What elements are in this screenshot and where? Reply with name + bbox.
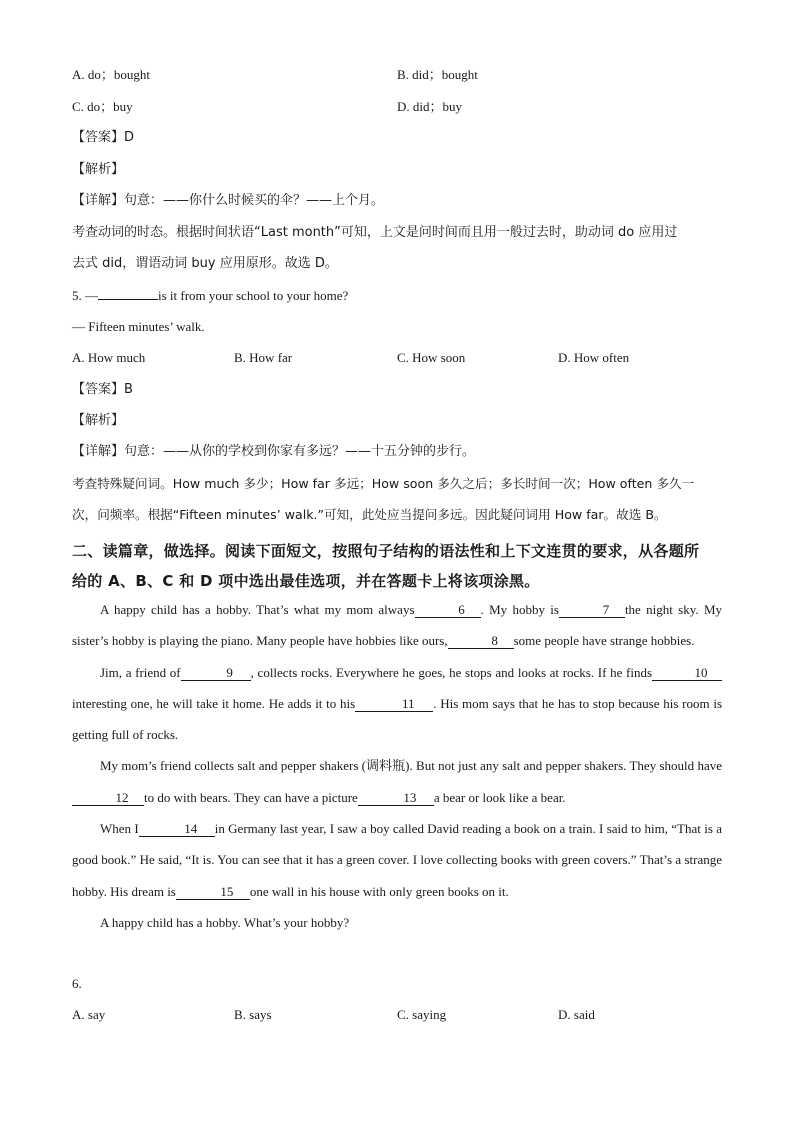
- passage-text: . My hobby is: [480, 602, 559, 617]
- blank-10: 10: [652, 665, 722, 681]
- passage-text: interesting one, he will take it home. He adds it to his: [72, 695, 356, 711]
- q4-answer: 【答案】D: [72, 130, 135, 145]
- blank-15: 15: [176, 884, 250, 900]
- section-heading-line1: 二、读篇章，做选择。阅读下面短文，按照句子结构的语法性和上下文连贯的要求，从各题所: [72, 542, 700, 560]
- q4-detail: 【详解】句意：——你什么时候买的伞？——上个月。: [72, 193, 385, 208]
- passage-text: a bear or look like a bear.: [433, 789, 566, 805]
- passage-text: Jim, a friend of: [100, 664, 181, 680]
- passage-paragraph-1: [72, 594, 722, 657]
- passage-paragraph-2: [72, 657, 722, 751]
- q5-blank: [98, 299, 158, 300]
- passage-paragraph-5: A happy child has a hobby. What’s your hobby?: [100, 914, 350, 930]
- q4-option-d: D. did；buy: [397, 99, 463, 114]
- blank-8: 8: [448, 633, 514, 649]
- passage-text: My mom’s friend collects salt and pepper shakers (调料瓶). But not just any salt and pepper shakers. They should have: [100, 758, 722, 774]
- q5-option-b: B. How far: [234, 350, 293, 365]
- passage-text: one wall in his house with only green books on it.: [249, 883, 509, 899]
- passage-paragraph-3: [72, 750, 722, 813]
- q6-option-a: A. say: [72, 1007, 106, 1022]
- blank-12: 12: [72, 790, 144, 806]
- q4-explain-line1: 考查动词的时态。根据时间状语“Last month”可知，上文是问时间而且用一般过去时，助动词 do 应用过: [72, 225, 678, 240]
- q5-option-a: A. How much: [72, 350, 146, 365]
- q4-option-b: B. did；bought: [397, 67, 478, 82]
- q5-analysis-label: 【解析】: [72, 413, 125, 428]
- passage-text: , collects rocks. Everywhere he goes, he stops and looks at rocks. If he finds: [250, 664, 652, 680]
- q5-explain-line2: 次，问频率。根据“Fifteen minutes’ walk.”可知，此处应当提问多远。因此疑问词用 How far。故选 B。: [72, 507, 667, 522]
- q5-option-d: D. How often: [558, 350, 630, 365]
- q5-answer: 【答案】B: [72, 382, 133, 397]
- q6-option-c: C. saying: [397, 1007, 447, 1022]
- q5-explain-line1: 考查特殊疑问词。How much 多少；How far 多远；How soon 多久之后；多长时间一次；How often 多久一: [72, 476, 695, 491]
- blank-7: 7: [559, 602, 625, 618]
- blank-9: 9: [181, 665, 251, 681]
- passage-text: A happy child has a hobby. That’s what my mom always: [100, 602, 415, 617]
- passage-text: to do with bears. They can have a picture: [144, 789, 358, 805]
- q4-analysis-label: 【解析】: [72, 162, 125, 177]
- reading-passage: [72, 594, 722, 938]
- blank-6: 6: [415, 602, 481, 618]
- q5-number: 5. —: [72, 288, 98, 303]
- passage-text: in Germany last year, I saw a boy called David reading a book on a train. I said to him, “That is a good book.” He said, “It is. You can see that it has a green cover. I love collecting books with green covers.” That’s a strange hobby. His dream is: [72, 821, 722, 899]
- passage-paragraph-4: [72, 813, 722, 907]
- q5-stem-text: is it from your school to your home?: [158, 288, 349, 303]
- blank-14: 14: [139, 821, 215, 837]
- passage-text: When I: [100, 821, 139, 837]
- q4-option-c: C. do；buy: [72, 99, 133, 114]
- blank-11: 11: [355, 696, 433, 712]
- q4-option-a: A. do；bought: [72, 67, 151, 82]
- q6-number: 6.: [72, 976, 82, 991]
- q5-option-c: C. How soon: [397, 350, 466, 365]
- q5-detail: 【详解】句意：——从你的学校到你家有多远？——十五分钟的步行。: [72, 444, 476, 459]
- section-heading-line2: 给的 A、B、C 和 D 项中选出最佳选项，并在答题卡上将该项涂黑。: [72, 572, 540, 590]
- passage-text: . His mom says that he has to stop because his room is getting full of rocks.: [72, 695, 723, 743]
- q5-reply: — Fifteen minutes’ walk.: [72, 319, 205, 334]
- q4-explain-line2: 去式 did，谓语动词 buy 应用原形。故选 D。: [72, 256, 338, 271]
- q6-option-b: B. says: [234, 1007, 272, 1022]
- q5-stem: [72, 287, 348, 305]
- blank-13: 13: [358, 790, 434, 806]
- q6-option-d: D. said: [558, 1007, 595, 1022]
- passage-text: some people have strange hobbies.: [513, 633, 695, 649]
- passage-text: the night sky. My sister’s hobby is playing the piano. Many people have hobbies like ours,: [72, 602, 722, 649]
